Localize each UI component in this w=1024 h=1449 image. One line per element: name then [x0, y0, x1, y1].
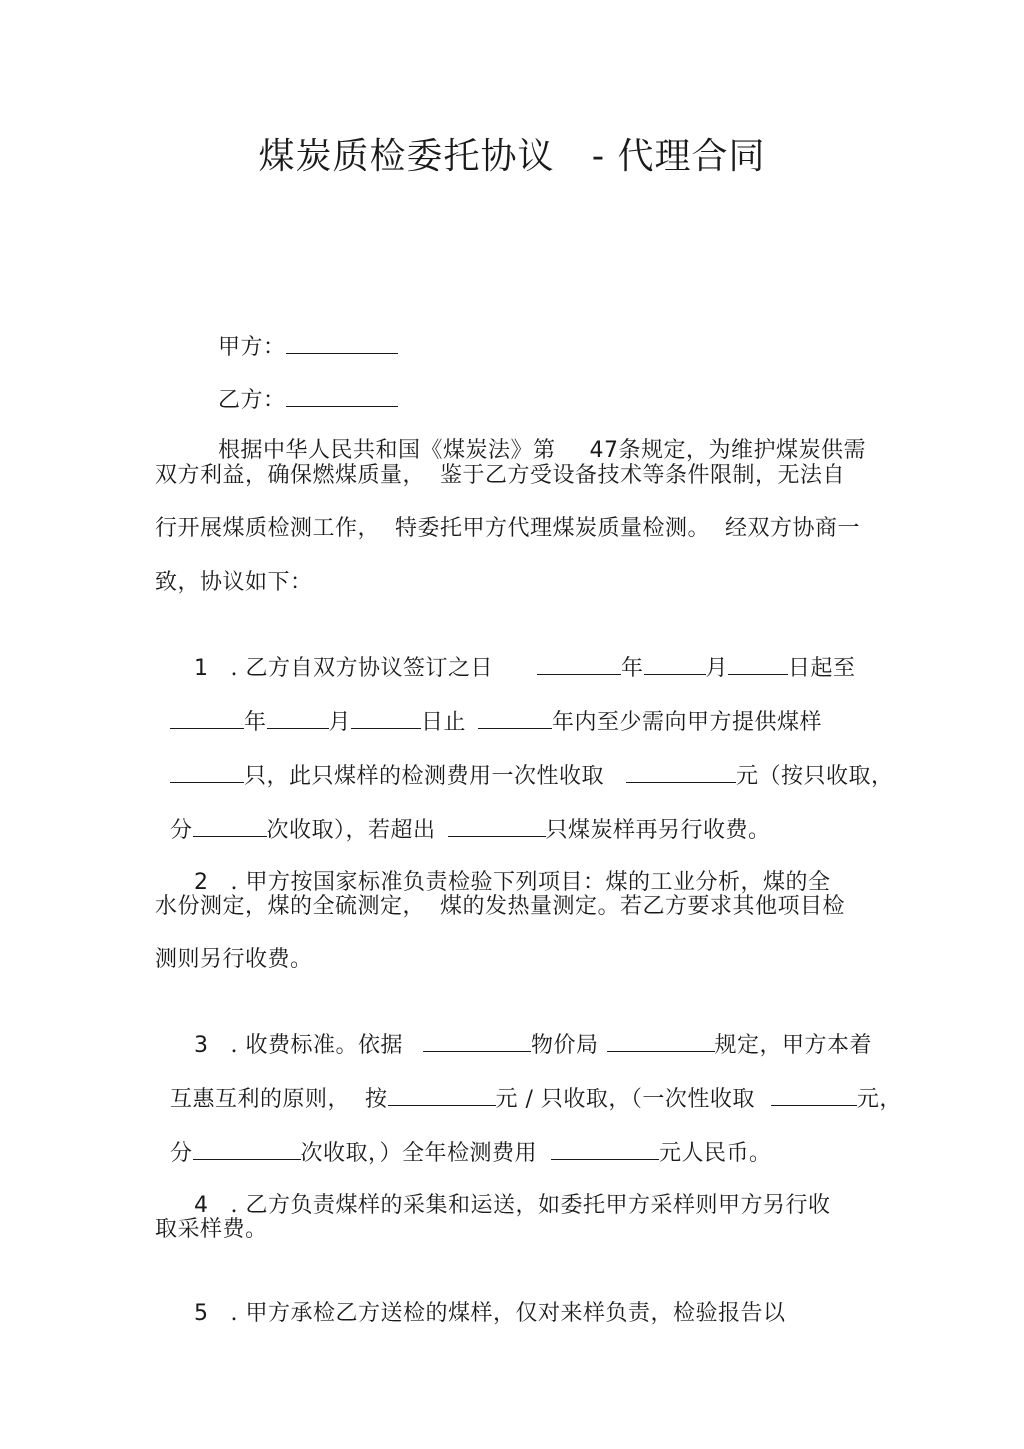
- clause-4-number: 4: [194, 1193, 209, 1218]
- clause-1-end-year-label: 年: [244, 710, 267, 735]
- clause-5-line-1: [179, 1269, 786, 1329]
- clause-1-year-label: 年: [621, 656, 644, 681]
- party-b-blank: [286, 384, 398, 407]
- clause-1-day-label: 日起至: [788, 656, 856, 681]
- preamble-text-1c: 条规定，为维护煤炭供需: [618, 438, 867, 463]
- clause-1-text-3b: 元（按只收取，: [736, 764, 894, 789]
- clause-1-line-4: [155, 784, 771, 846]
- clause-1-exceed-blank: [448, 814, 546, 837]
- clause-3-text-2c: 元，: [856, 1087, 902, 1112]
- preamble-line-1: [203, 406, 866, 466]
- clause-1-end-year-blank: [170, 706, 244, 729]
- clause-3-authority-blank: [423, 1029, 531, 1052]
- clause-1-line-3: [155, 730, 894, 792]
- clause-1-samples-blank: [170, 760, 244, 783]
- clause-1-day-blank: [728, 652, 788, 675]
- clause-3-line-3: [155, 1107, 772, 1169]
- clause-3-regulation-blank: [607, 1029, 715, 1052]
- preamble-line-3: 行开展煤质检测工作， 特委托甲方代理煤炭质量检测。 经双方协商一: [155, 516, 860, 541]
- clause-1-number: 1: [194, 656, 209, 681]
- clause-5-text-1: . 甲方承检乙方送检的煤样，仅对来样负责，检验报告以: [230, 1301, 786, 1326]
- clause-1-month-label: 月: [705, 656, 729, 681]
- clause-3-lump-sum-blank: [771, 1083, 857, 1106]
- party-a-label: 甲方：: [218, 335, 286, 360]
- clause-2-line-3: 测则另行收费。: [155, 947, 313, 972]
- clause-3-unit-price-blank: [388, 1083, 496, 1106]
- clause-2-line-1: [179, 838, 831, 898]
- clause-1-year-blank: [537, 652, 621, 675]
- preamble-line-4: 致，协议如下：: [155, 570, 313, 595]
- clause-1-text-4b: 次收取），若超出: [266, 818, 436, 843]
- clause-1-end-month-blank: [267, 706, 329, 729]
- clause-1-times-blank: [193, 814, 267, 837]
- clause-3-line-1: [179, 999, 872, 1061]
- clause-3-annual-fee-blank: [551, 1137, 659, 1160]
- clause-1-month-blank: [644, 652, 706, 675]
- clause-1-text-1a: . 乙方自双方协议签订之日: [230, 656, 493, 681]
- clause-3-text-2b: 元 / 只收取，（一次性收取: [495, 1087, 755, 1112]
- clause-1-text-2d: 年内至少需向甲方提供煤样: [552, 710, 823, 735]
- clause-2-line-2: 水份测定，煤的全硫测定， 煤的发热量测定。若乙方要求其他项目检: [155, 894, 845, 919]
- clause-4-text-1: . 乙方负责煤样的采集和运送，如委托甲方采样则甲方另行收: [230, 1193, 831, 1218]
- clause-1-text-3a: 只，此只煤样的检测费用一次性收取: [244, 764, 605, 789]
- clause-3-text-3a: 分: [170, 1141, 193, 1166]
- clause-1-years-blank: [478, 706, 552, 729]
- clause-3-text-3b: 次收取，）全年检测费用: [300, 1141, 538, 1166]
- clause-3-text-3c: 元人民币。: [659, 1141, 772, 1166]
- clause-1-text-4a: 分: [170, 818, 193, 843]
- clause-1-end-day-blank: [351, 706, 421, 729]
- clause-1-text-4c: 只煤炭样再另行收费。: [545, 818, 771, 843]
- clause-3-times-blank: [193, 1137, 301, 1160]
- clause-4-line-1: [179, 1161, 831, 1221]
- preamble-line-2: 双方利益，确保燃煤质量， 鉴于乙方受设备技术等条件限制，无法自: [155, 463, 845, 488]
- clause-1-line-1: [179, 622, 856, 684]
- clause-3-text-2a: 互惠互利的原则， 按: [170, 1087, 388, 1112]
- clause-3-number: 3: [194, 1033, 209, 1058]
- clause-1-end-day-label: 日止: [421, 710, 467, 735]
- clause-3-text-1a: . 收费标准。依据: [230, 1033, 403, 1058]
- clause-1-end-month-label: 月: [328, 710, 352, 735]
- clause-3-line-2: [155, 1053, 902, 1115]
- document-title: 煤炭质检委托协议 - 代理合同: [258, 136, 766, 177]
- party-b-label: 乙方：: [218, 388, 286, 413]
- clause-5-number: 5: [194, 1301, 209, 1326]
- preamble-text-1a: 根据中华人民共和国《煤炭法》第: [218, 438, 556, 463]
- preamble-article-number: 47: [589, 438, 619, 463]
- clause-2-text-1: . 甲方按国家标准负责检验下列项目：煤的工业分析，煤的全: [230, 870, 831, 895]
- party-a-blank: [286, 331, 398, 354]
- clause-1-fee-blank: [626, 760, 736, 783]
- clause-3-text-1c: 规定，甲方本着: [714, 1033, 873, 1058]
- clause-4-line-2: 取采样费。: [155, 1217, 268, 1242]
- clause-2-number: 2: [194, 870, 209, 895]
- clause-3-text-1b: 物价局: [531, 1033, 599, 1058]
- clause-1-line-2: [155, 676, 822, 738]
